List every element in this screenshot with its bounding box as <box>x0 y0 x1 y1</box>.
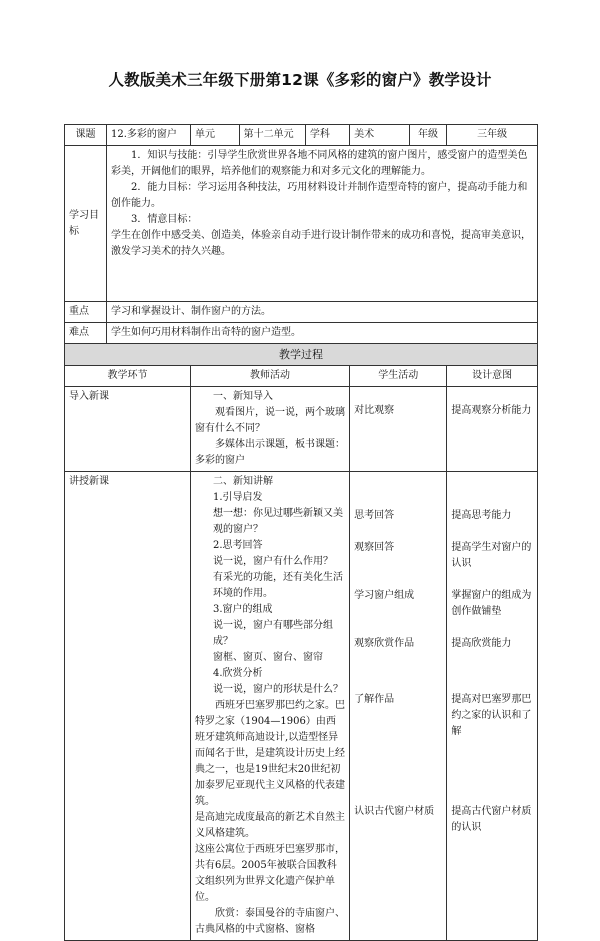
student-activity-1: 思考回答 <box>354 510 395 521</box>
teach-student <box>350 472 447 941</box>
step3-answer: 窗框、窗页、窗台、窗帘 <box>212 652 323 663</box>
intro-media: 多媒体出示课题，板书课题：多彩的窗户 <box>194 439 345 466</box>
step1-question: 想一想：你见过哪些新颖又美观的窗户？ <box>212 508 343 535</box>
teach-row <box>65 472 538 941</box>
teach-teacher <box>190 472 349 941</box>
intent-3: 掌握窗户的组成为创作做铺垫 <box>451 590 532 617</box>
student-activity-5: 了解作品 <box>354 694 395 705</box>
unit-value: 第十二单元 <box>239 125 305 146</box>
student-activity-6: 认识古代窗户材质 <box>354 806 435 817</box>
student-activity-3: 学习窗户组成 <box>354 590 415 601</box>
step2-question: 说一说，窗户有什么作用？ <box>212 556 333 567</box>
key-point-value: 学习和掌握设计、制作窗户的方法。 <box>106 302 537 323</box>
col-stage: 教学环节 <box>65 366 191 387</box>
process-title: 教学过程 <box>65 344 538 366</box>
intent-6: 提高古代窗户材质的认识 <box>451 806 532 833</box>
teach-head: 二、新知讲解 <box>212 476 273 487</box>
intro-teacher <box>190 387 349 472</box>
grade-label: 年级 <box>409 125 447 146</box>
unit-label: 单元 <box>190 125 239 146</box>
intro-student <box>350 387 447 472</box>
difficulty-row <box>65 323 538 344</box>
lesson-label: 课题 <box>65 125 107 146</box>
intro-row <box>65 387 538 472</box>
intro-head: 一、新知导入 <box>212 391 273 402</box>
step3-question: 说一说，窗户有哪些部分组成？ <box>212 620 333 647</box>
intro-stage: 导入新课 <box>65 387 191 472</box>
subject-value: 美术 <box>350 125 410 146</box>
col-intent: 设计意图 <box>447 366 538 387</box>
header-row <box>65 125 538 146</box>
objective-emotion: 学生在创作中感受美、创造美，体验亲自动手进行设计制作带来的成功和喜悦，提高审美意识，激发学习美术的持久兴趣。 <box>110 230 531 257</box>
step1-title: 1.引导启发 <box>212 492 263 503</box>
step4-answer-2: 是高迪完成度最高的新艺术自然主义风格建筑。 <box>194 812 345 839</box>
col-student: 学生活动 <box>350 366 447 387</box>
difficulty-label: 难点 <box>65 323 107 344</box>
intent-2: 提高学生对窗户的认识 <box>451 542 532 569</box>
objectives-content <box>106 146 537 302</box>
lesson-plan-table <box>64 124 538 941</box>
step2-answer: 有采光的功能，还有美化生活环境的作用。 <box>212 572 343 599</box>
intro-look: 观看图片，说一说，两个玻璃窗有什么不同？ <box>194 407 345 434</box>
objective-emotion-title: 3．情意目标： <box>130 214 198 225</box>
step2-title: 2.思考回答 <box>212 540 263 551</box>
process-header-row <box>65 366 538 387</box>
teach-stage: 讲授新课 <box>65 472 191 941</box>
student-activity-2: 观察回答 <box>354 542 395 553</box>
intent-4: 提高欣赏能力 <box>451 638 512 649</box>
page-title: 人教版美术三年级下册第12课《多彩的窗户》教学设计 <box>108 71 492 89</box>
step4-question: 说一说，窗户的形状是什么？ <box>212 684 343 695</box>
step4-answer-1: 西班牙巴塞罗那巴约之家。巴特罗之家（1904—1906）由西班牙建筑师高迪设计,以造型怪异而闻名于世，是建筑设计历史上经典之一，也是19世纪末20世纪初加泰罗尼亚现代主义风格的代表建筑。 <box>194 700 345 807</box>
intro-intent <box>447 387 538 472</box>
objective-ability: 2．能力目标：学习运用各种技法，巧用材料设计并制作造型奇特的窗户，提高动手能力和创作能力。 <box>110 182 528 209</box>
objectives-label: 学习目标 <box>65 146 107 302</box>
difficulty-value: 学生如何巧用材料制作出奇特的窗户造型。 <box>106 323 537 344</box>
step5-appreciation: 欣赏：泰国曼谷的寺庙窗户、古典风格的中式窗格、窗格 <box>194 908 345 935</box>
col-teacher: 教师活动 <box>190 366 349 387</box>
subject-label: 学科 <box>305 125 349 146</box>
step4-title: 4.欣赏分析 <box>212 668 263 679</box>
step4-answer-3: 这座公寓位于西班牙巴塞罗那市，共有6层。2005年被联合国教科文组织列为世界文化遗产保护单位。 <box>194 844 345 903</box>
student-activity-4: 观察欣赏作品 <box>354 638 415 649</box>
lesson-value: 12.多彩的窗户 <box>106 125 190 146</box>
objective-knowledge: 1．知识与技能：引导学生欣赏世界各地不同风格的建筑的窗户图片，感受窗户的造型美色彩美，开阔他们的眼界，培养他们的观察能力和对多元文化的理解能力。 <box>110 150 528 177</box>
intent-1: 提高思考能力 <box>451 510 512 521</box>
intro-student-text: 对比观察 <box>354 405 395 416</box>
teach-intent <box>447 472 538 941</box>
grade-value: 三年级 <box>447 125 538 146</box>
step3-title: 3.窗户的组成 <box>212 604 273 615</box>
key-point-row <box>65 302 538 323</box>
intent-5: 提高对巴塞罗那巴约之家的认识和了解 <box>451 694 532 737</box>
intro-intent-text: 提高观察分析能力 <box>451 405 532 416</box>
key-point-label: 重点 <box>65 302 107 323</box>
process-title-row <box>65 344 538 366</box>
objectives-row <box>65 146 538 302</box>
